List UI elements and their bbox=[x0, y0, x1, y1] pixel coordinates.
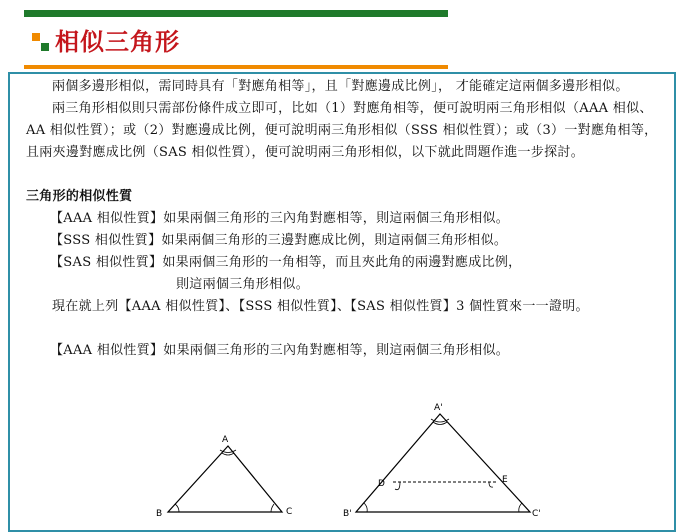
orange-square-icon bbox=[32, 33, 40, 41]
header bbox=[24, 10, 448, 72]
triangle-abc bbox=[156, 435, 292, 519]
angle-a-arc bbox=[222, 453, 234, 455]
angle-c1-arc bbox=[519, 503, 522, 512]
label-b1: B' bbox=[343, 509, 352, 519]
conditions-paragraph: 兩三角形相似則只需部份條件成立即可，比如（1）對應角相等，便可說明兩三角形相似（AAA 相似、AA 相似性質）；或（2）對應邊成比例，便可說明兩三角形相似（SSS 相似性質）；或（3）一對應角相等，且兩夾邊對應成比例（SAS 相似性質），便可說明兩三角形相似，以下就此問題作進一步探討。 bbox=[26, 101, 658, 160]
proof-intro: 現在就上列【AAA 相似性質】、【SSS 相似性質】、【SAS 相似性質】3 個性質來一一證明。 bbox=[52, 299, 589, 314]
sss-property: 【SSS 相似性質】如果兩個三角形的三邊對應成比例，則這兩個三角形相似。 bbox=[50, 233, 508, 248]
angle-d-arc bbox=[395, 482, 400, 490]
triangles-figure bbox=[0, 400, 683, 522]
green-square-icon bbox=[41, 43, 49, 51]
angle-e-arc bbox=[489, 482, 493, 487]
header-green-bar bbox=[24, 10, 448, 17]
header-orange-bar bbox=[24, 65, 448, 69]
label-c: C bbox=[286, 507, 293, 517]
content-body bbox=[26, 76, 666, 362]
label-a: A bbox=[222, 435, 229, 445]
label-b: B bbox=[156, 509, 163, 519]
triangle-a1b1c1-shape bbox=[356, 414, 530, 512]
angle-b-arc bbox=[175, 504, 179, 512]
angle-b1-arc bbox=[364, 503, 367, 512]
label-c1: C' bbox=[532, 509, 541, 519]
page-title: 相似三角形 bbox=[55, 28, 180, 56]
triangle-a1b1c1 bbox=[343, 403, 541, 519]
triangle-abc-shape bbox=[168, 446, 282, 512]
aaa-property: 【AAA 相似性質】如果兩個三角形的三內角對應相等，則這兩個三角形相似。 bbox=[50, 211, 510, 226]
sas-property: 【SAS 相似性質】如果兩個三角形的一角相等，而且夾此角的兩邊對應成比例， bbox=[50, 255, 522, 270]
section-title: 三角形的相似性質 bbox=[26, 189, 133, 204]
label-a1: A' bbox=[434, 403, 443, 413]
label-d: D bbox=[378, 479, 385, 489]
angle-c-arc bbox=[271, 504, 274, 512]
label-e: E bbox=[502, 475, 508, 485]
intro-paragraph: 兩個多邊形相似，需同時具有「對應角相等」，且「對應邊成比例」， 才能確定這兩個多邊形相似。 bbox=[52, 79, 629, 94]
sas-property-continued: 則這兩個三角形相似。 bbox=[176, 277, 310, 292]
aaa-statement: 【AAA 相似性質】如果兩個三角形的三內角對應相等，則這兩個三角形相似。 bbox=[50, 343, 510, 358]
